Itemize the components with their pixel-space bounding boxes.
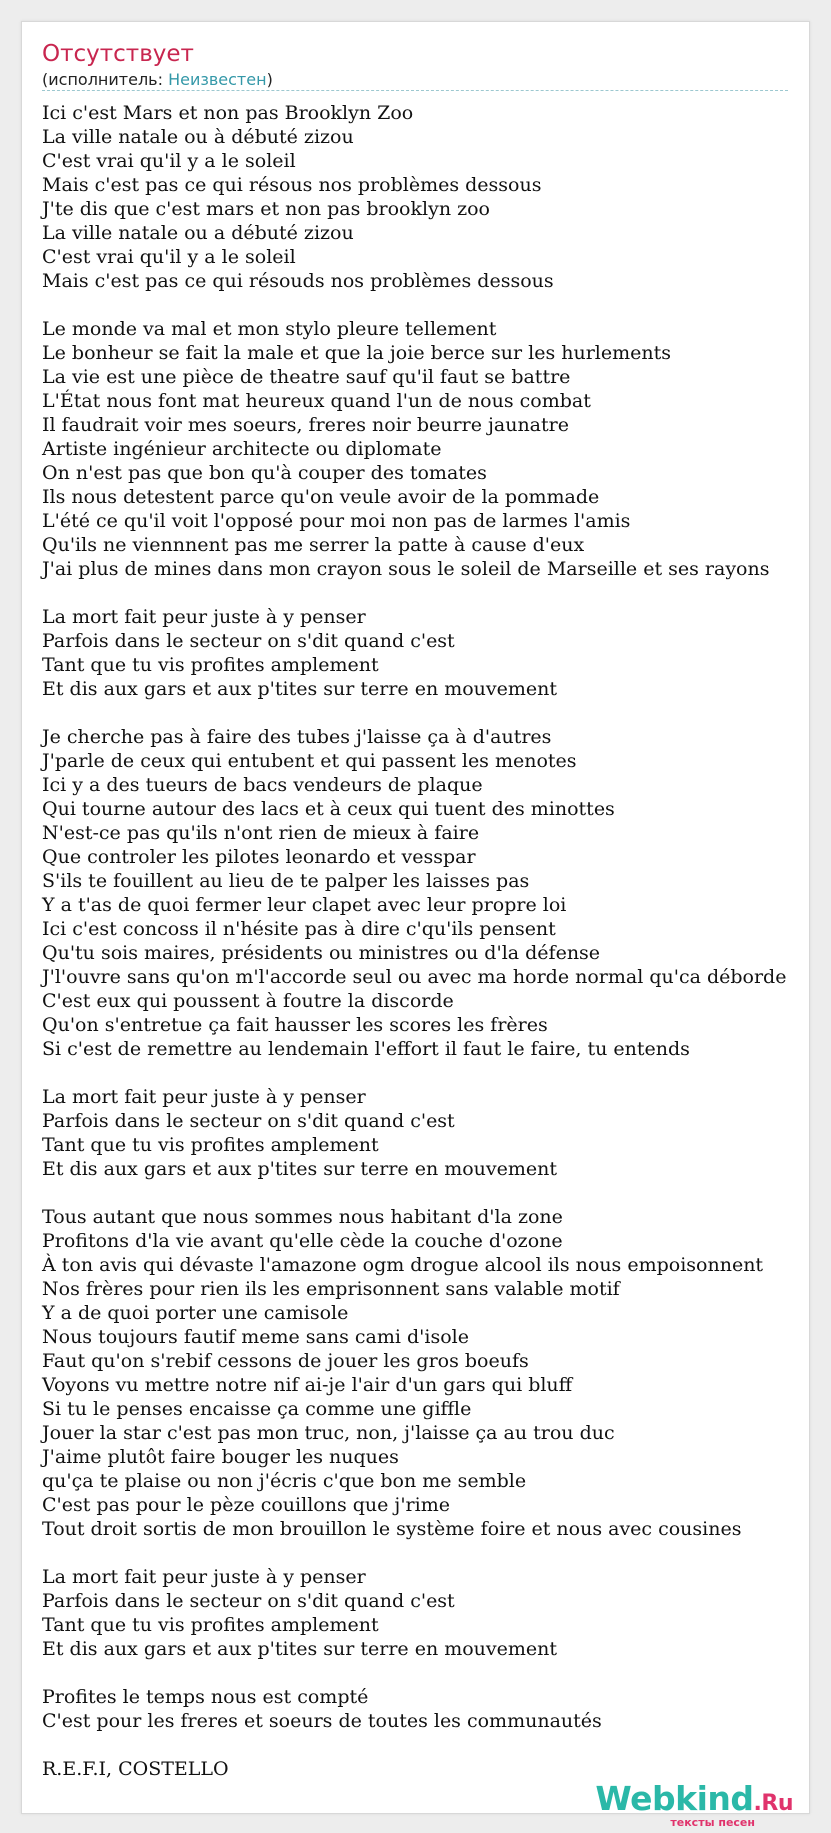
lyric-line: Et dis aux gars et aux p'tites sur terre en mouvement xyxy=(42,678,558,700)
stanza-gap xyxy=(42,1181,786,1205)
lyric-line: Et dis aux gars et aux p'tites sur terre en mouvement xyxy=(42,1158,558,1180)
lyric-line: N'est-ce pas qu'ils n'ont rien de mieux à faire xyxy=(42,822,480,844)
lyric-line: Parfois dans le secteur on s'dit quand c'est xyxy=(42,1590,455,1612)
lyric-line: Et dis aux gars et aux p'tites sur terre en mouvement xyxy=(42,1638,558,1660)
lyric-line: Le bonheur se fait la male et que la joie berce sur les hurlements xyxy=(42,342,672,364)
lyric-line: Faut qu'on s'rebif cessons de jouer les gros boeufs xyxy=(42,1350,529,1372)
stanza-gap xyxy=(42,1661,786,1685)
lyric-line: Jouer la star c'est pas mon truc, non, j'laisse ça au trou duc xyxy=(42,1422,615,1444)
artist-suffix: ) xyxy=(266,70,273,89)
lyric-line: Je cherche pas à faire des tubes j'laisse ça à d'autres xyxy=(42,726,552,748)
lyric-line: Tant que tu vis profites amplement xyxy=(42,1614,379,1636)
lyric-line: Que controler les pilotes leonardo et vesspar xyxy=(42,846,476,868)
lyric-line: Nos frères pour rien ils les emprisonnent sans valable motif xyxy=(42,1278,620,1300)
lyric-line: L'été ce qu'il voit l'opposé pour moi non pas de larmes l'amis xyxy=(42,510,631,532)
stanza-gap xyxy=(42,293,786,317)
lyric-line: L'État nous font mat heureux quand l'un de nous combat xyxy=(42,390,591,412)
lyric-line: J'parle de ceux qui entubent et qui passent les menotes xyxy=(42,750,577,772)
lyric-line: Ici y a des tueurs de bacs vendeurs de plaque xyxy=(42,774,483,796)
lyric-line: Qui tourne autour des lacs et à ceux qui tuent des minottes xyxy=(42,798,615,820)
logo-suffix-text: .Ru xyxy=(753,1791,793,1816)
lyric-line: C'est vrai qu'il y a le soleil xyxy=(42,150,296,172)
lyric-line: Tant que tu vis profites amplement xyxy=(42,654,379,676)
lyric-line: Qu'on s'entretue ça fait hausser les scores les frères xyxy=(42,1014,548,1036)
lyric-line: S'ils te fouillent au lieu de te palper les laisses pas xyxy=(42,870,530,892)
lyric-line: qu'ça te plaise ou non j'écris c'que bon me semble xyxy=(42,1470,527,1492)
artist-prefix: (исполнитель: xyxy=(42,70,169,89)
lyric-line: La mort fait peur juste à y penser xyxy=(42,606,366,628)
lyric-line: Nous toujours fautif meme sans cami d'isole xyxy=(42,1326,469,1348)
lyrics-text xyxy=(42,101,786,1733)
song-title: Отсутствует xyxy=(42,41,194,67)
lyric-line: Y a de quoi porter une camisole xyxy=(42,1302,349,1324)
lyric-line: Profitons d'la vie avant qu'elle cède la couche d'ozone xyxy=(42,1230,563,1252)
artist-line xyxy=(42,70,273,90)
lyric-line: C'est eux qui poussent à foutre la discorde xyxy=(42,990,454,1012)
lyric-line: J'te dis que c'est mars et non pas brooklyn zoo xyxy=(42,198,490,220)
lyric-line: La ville natale ou a débuté zizou xyxy=(42,222,354,244)
lyric-line: Parfois dans le secteur on s'dit quand c'est xyxy=(42,1110,455,1132)
lyric-line: J'l'ouvre sans qu'on m'l'accorde seul ou avec ma horde normal qu'ca déborde xyxy=(42,966,787,988)
lyric-line: J'ai plus de mines dans mon crayon sous le soleil de Marseille et ses rayons xyxy=(42,558,770,580)
lyric-line: Si c'est de remettre au lendemain l'effort il faut le faire, tu entends xyxy=(42,1038,690,1060)
lyric-line: Profites le temps nous est compté xyxy=(42,1686,369,1708)
lyric-line: On n'est pas que bon qu'à couper des tomates xyxy=(42,462,487,484)
lyric-line: Ici c'est Mars et non pas Brooklyn Zoo xyxy=(42,102,414,124)
stanza-gap xyxy=(42,581,786,605)
lyric-line: Mais c'est pas ce qui résous nos problèmes dessous xyxy=(42,174,542,196)
lyric-line: La vie est une pièce de theatre sauf qu'il faut se battre xyxy=(42,366,571,388)
lyric-line: Voyons vu mettre notre nif ai-je l'air d'un gars qui bluff xyxy=(42,1374,573,1396)
lyrics-card xyxy=(21,21,810,1829)
lyric-line: Mais c'est pas ce qui résouds nos problèmes dessous xyxy=(42,270,554,292)
lyrics-credit: R.E.F.I, COSTELLO xyxy=(42,1758,229,1780)
webkind-logo[interactable] xyxy=(595,1779,793,1829)
lyric-line: Tant que tu vis profites amplement xyxy=(42,1134,379,1156)
lyric-line: Qu'ils ne viennnent pas me serrer la patte à cause d'eux xyxy=(42,534,585,556)
lyric-line: Il faudrait voir mes soeurs, freres noir beurre jaunatre xyxy=(42,414,569,436)
lyric-line: Y a t'as de quoi fermer leur clapet avec leur propre loi xyxy=(42,894,567,916)
lyric-line: À ton avis qui dévaste l'amazone ogm drogue alcool ils nous empoisonnent xyxy=(42,1254,764,1276)
lyric-line: Parfois dans le secteur on s'dit quand c'est xyxy=(42,630,455,652)
stanza-gap xyxy=(42,1541,786,1565)
lyric-line: C'est pas pour le pèze couillons que j'rime xyxy=(42,1494,450,1516)
artist-link[interactable]: Неизвестен xyxy=(168,70,267,89)
lyric-line: Tous autant que nous sommes nous habitant d'la zone xyxy=(42,1206,563,1228)
lyric-line: Qu'tu sois maires, présidents ou ministres ou d'la défense xyxy=(42,942,601,964)
lyric-line: Artiste ingénieur architecte ou diplomate xyxy=(42,438,442,460)
lyric-line: Ici c'est concoss il n'hésite pas à dire c'qu'ils pensent xyxy=(42,918,556,940)
lyric-line: Si tu le penses encaisse ça comme une giffle xyxy=(42,1398,472,1420)
lyric-line: J'aime plutôt faire bouger les nuques xyxy=(42,1446,399,1468)
lyric-line: Tout droit sortis de mon brouillon le système foire et nous avec cousines xyxy=(42,1518,742,1540)
lyric-line: La mort fait peur juste à y penser xyxy=(42,1086,366,1108)
stanza-gap xyxy=(42,1061,786,1085)
lyric-line: Le monde va mal et mon stylo pleure tellement xyxy=(42,318,497,340)
lyric-line: La ville natale ou à débuté zizou xyxy=(42,126,354,148)
lyric-line: Ils nous detestent parce qu'on veule avoir de la pommade xyxy=(42,486,600,508)
lyric-line: La mort fait peur juste à y penser xyxy=(42,1566,366,1588)
lyric-line: C'est pour les freres et soeurs de toutes les communautés xyxy=(42,1710,602,1732)
logo-subtitle: тексты песен xyxy=(670,1816,755,1829)
logo-main-text: Webkind xyxy=(595,1779,754,1818)
header-divider xyxy=(42,90,788,91)
lyric-line: C'est vrai qu'il y a le soleil xyxy=(42,246,296,268)
stanza-gap xyxy=(42,701,786,725)
